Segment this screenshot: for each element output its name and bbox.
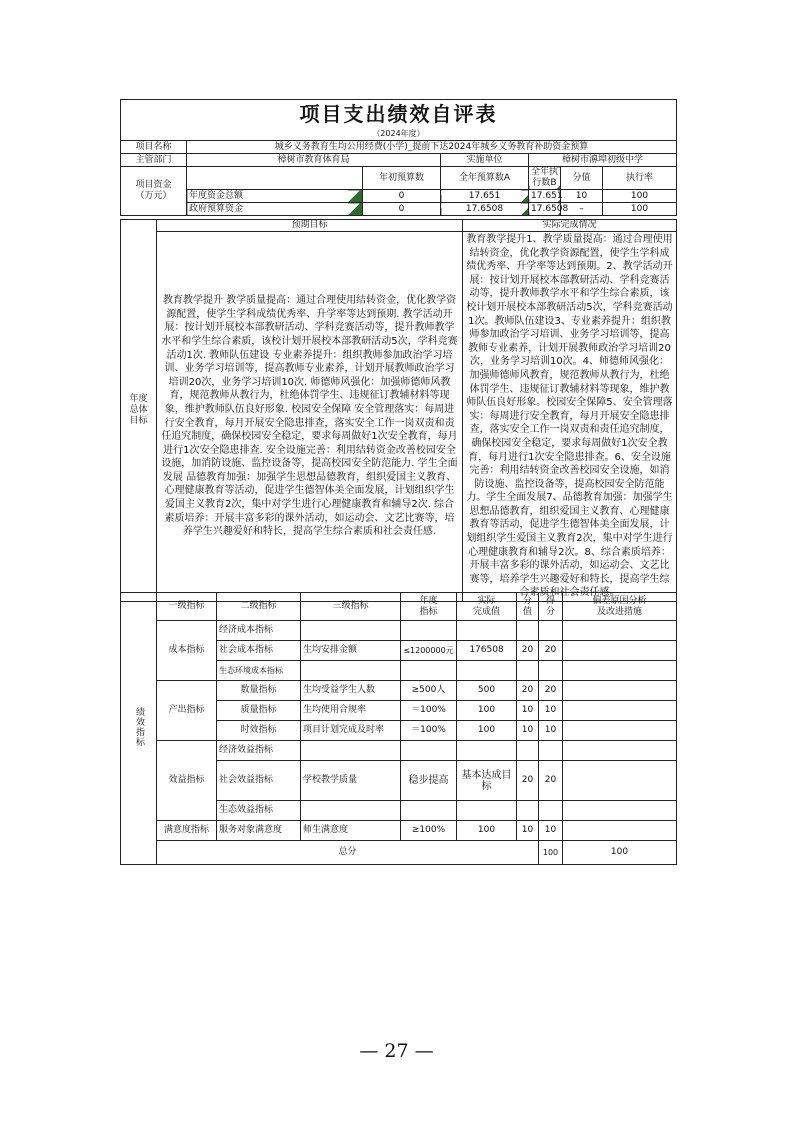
score-cost-social: 20 xyxy=(539,641,563,661)
funds-row-total xyxy=(121,190,677,203)
actual-cost-social: 176508 xyxy=(457,641,517,661)
goals-actual-text: 教育教学提升1、教学质量提高：通过合理使用结转资金，优化教学资源配置，使学生学科成绩优秀率、升学率等达到预期。2、教学活动开展：按计划开展校本部教研活动、学科竞赛活动等，提升教师教学水平和学生综合素质，该校计划开展校本部教研活动5次，学科竞赛活动1次。教师队伍建设3、专业素养提升：组织教师参加政治学习培训、业务学习培训等，提高教师专业素养，计划开展教师政治学习培训20次，业务学习培训10次。4、师德师风强化：加强师德师风教育，规范教师从教行为，杜绝体罚学生、违规征订教辅材料等现象，维护教师队伍良好形象。校园安全保障5、安全管理落实：每周进行安全教育，每月开展安全隐患排查，落实安全工作一岗双责和责任追究制度，确保校园安全稳定，要求每周做好1次安全教育，每月进行1次安全隐患排查。6、安全设施完善：利用结转资金改善校园安全设施，如消防设施、监控设备等，提高校园安全防范能力。学生全面发展7、品德教育加强：加强学生思想品德教育，组织爱国主义教育、心理健康教育等活动，促进学生德智体美全面发展，计划组织学生爱国主义教育2次，集中对学生进行心理健康教育和辅导2次。8、综合素质培养：开展丰富多彩的课外活动，如运动会、文艺比赛等，培养学生兴趣爱好和特长，提高学生综合素质和社会责任感。 xyxy=(463,232,677,602)
level3-out-time: 项目计划完成及时率 xyxy=(301,721,401,741)
blank-cell xyxy=(517,621,539,641)
funds-initial: 0 xyxy=(363,203,441,216)
blank-cell xyxy=(401,621,457,641)
level2-cost-econ: 经济成本指标 xyxy=(217,621,301,641)
unit-value: 樟树市濞埠初级中学 xyxy=(529,154,677,167)
header-points: 分 值 xyxy=(517,593,539,621)
points-sat: 10 xyxy=(517,821,539,841)
funds-budget: 17.6508 xyxy=(441,203,529,216)
funds-header-row xyxy=(121,167,677,190)
goals-table xyxy=(120,219,677,602)
level3-out-qual: 生均使用合规率 xyxy=(301,701,401,721)
level1-output: 产出指标 xyxy=(157,681,217,741)
indicators-header-row xyxy=(121,593,677,621)
level2-ben-eco: 生态效益指标 xyxy=(217,801,301,821)
project-name-label: 项目名称 xyxy=(121,141,187,154)
goals-col-plan: 预期目标 xyxy=(157,220,463,232)
blank-cell xyxy=(563,621,677,641)
indicator-row xyxy=(121,681,677,701)
header-deviation: 偏差原因分析 及改进措施 xyxy=(563,593,677,621)
level3-sat: 师生满意度 xyxy=(301,821,401,841)
actual-out-qual: 100 xyxy=(457,701,517,721)
blank-cell xyxy=(457,801,517,821)
level3-cost-social: 生均安排金额 xyxy=(301,641,401,661)
indicator-row xyxy=(121,621,677,641)
header-level3: 三级指标 xyxy=(301,593,401,621)
points-out-qty: 20 xyxy=(517,681,539,701)
target-cost-social: ≤1200000元 xyxy=(401,641,457,661)
blank-cell xyxy=(563,661,677,681)
funds-header-rate: 执行率 xyxy=(603,167,677,190)
score-out-time: 10 xyxy=(539,721,563,741)
target-out-qty: ≥500人 xyxy=(401,681,457,701)
report-year: （2024年度） xyxy=(120,127,677,140)
project-name-row xyxy=(121,141,677,154)
goals-body-row xyxy=(121,232,677,602)
funds-header-points: 分值 xyxy=(561,167,603,190)
funds-header-executed: 全年执行数B xyxy=(529,167,561,190)
funds-header-blank xyxy=(187,167,363,190)
blank-cell xyxy=(539,741,563,761)
target-ben-social: 稳步提高 xyxy=(401,761,457,801)
blank-cell xyxy=(457,661,517,681)
score-ben-social: 20 xyxy=(539,761,563,801)
score-sat: 10 xyxy=(539,821,563,841)
blank-cell xyxy=(301,801,401,821)
blank-cell xyxy=(517,661,539,681)
points-out-time: 10 xyxy=(517,721,539,741)
level2-ben-econ: 经济效益指标 xyxy=(217,741,301,761)
points-out-qual: 10 xyxy=(517,701,539,721)
points-cost-social: 20 xyxy=(517,641,539,661)
blank-cell xyxy=(401,741,457,761)
total-points: 100 xyxy=(539,841,563,865)
header-score: 得 分 xyxy=(539,593,563,621)
goals-plan-text: 教育教学提升 教学质量提高：通过合理使用结转资金，优化教学资源配置，使学生学科成绩优秀率、升学率等达到预期. 教学活动开展：按计划开展校本部教研活动、学科竞赛活动等，提升教师教学水平和学生综合素质，该校计划开展校本部教研活动5次，学科竞赛活动1次. 教师队伍建设 专业素养提升：组织教师参加政治学习培训、业务学习培训等，提高教师专业素养，计划开展教师政治学习培训20次，业务学习培训10次. 师德师风强化：加强师德师风教育，规范教师从教行为，杜绝体罚学生、违规征订教辅材料等现象，维护教师队伍良好形象. 校园安全保障 安全管理落实：每周进行安全教育，每月开展安全隐患排查，落实安全工作一岗双责和责任追究制度，确保校园安全稳定，要求每周做好1次安全教育，每月进行1次安全隐患排查. 安全设施完善：利用结转资金改善校园安全设施，加消防设施、监控设备等，提高校园安全防范能力. 学生全面发展 品德教育加强：加强学生思想品德教育，组织爱国主义教育、心理健康教育等活动，促进学生德智体美全面发展，计划组织学生爱国主义教育2次，集中对学生进行心理健康教育和辅导2次. 综合素质培养：开展丰富多彩的课外活动，如运动会、文艺比赛等，培养学生兴趣爱好和特长，提高学生综合素质和社会责任感. xyxy=(157,232,463,602)
blank-cell xyxy=(301,621,401,641)
level3-out-qty: 生均受益学生人数 xyxy=(301,681,401,701)
blank-cell xyxy=(517,801,539,821)
blank-cell xyxy=(457,621,517,641)
blank-cell xyxy=(563,681,677,701)
level2-out-qual: 质量指标 xyxy=(217,701,301,721)
unit-label: 实施单位 xyxy=(441,154,529,167)
funds-rate: 100 xyxy=(603,203,677,216)
total-score: 100 xyxy=(563,841,677,865)
blank-cell xyxy=(563,741,677,761)
blank-cell xyxy=(563,821,677,841)
indicators-table xyxy=(120,592,677,865)
page-title: 项目支出绩效自评表 xyxy=(120,99,677,128)
blank-cell xyxy=(401,661,457,681)
target-out-qual: ＝100% xyxy=(401,701,457,721)
level2-cost-eco: 生态环境成本指标 xyxy=(217,661,301,681)
funds-header-budget: 全年预算数A xyxy=(441,167,529,190)
funds-initial: 0 xyxy=(363,190,441,203)
funds-label: 项目资金 （万元） xyxy=(121,167,187,216)
funds-points: – xyxy=(561,203,603,216)
blank-cell xyxy=(539,801,563,821)
target-sat: ≥100% xyxy=(401,821,457,841)
total-row xyxy=(121,841,677,865)
blank-cell xyxy=(517,741,539,761)
blank-cell xyxy=(563,761,677,801)
blank-cell xyxy=(301,741,401,761)
level1-benefit: 效益指标 xyxy=(157,741,217,821)
points-ben-social: 20 xyxy=(517,761,539,801)
blank-cell xyxy=(301,661,401,681)
level2-out-qty: 数量指标 xyxy=(217,681,301,701)
indicators-side-label xyxy=(121,593,157,865)
level3-ben-social: 学校教学质量 xyxy=(301,761,401,801)
blank-cell xyxy=(563,801,677,821)
funds-budget: 17.651 xyxy=(441,190,529,203)
blank-cell xyxy=(539,661,563,681)
actual-out-time: 100 xyxy=(457,721,517,741)
goals-col-actual: 实际完成情况 xyxy=(463,220,677,232)
funds-rate: 100 xyxy=(603,190,677,203)
page-number: — 27 — xyxy=(359,1040,434,1062)
level2-cost-social: 社会成本指标 xyxy=(217,641,301,661)
level1-sat: 满意度指标 xyxy=(157,821,217,841)
actual-ben-social: 基本达成目标 xyxy=(457,761,517,801)
score-out-qual: 10 xyxy=(539,701,563,721)
funds-executed: 17.651 xyxy=(529,190,561,203)
blank-cell xyxy=(563,721,677,741)
actual-out-qty: 500 xyxy=(457,681,517,701)
funds-row-name: 政府预算资金 xyxy=(187,203,363,216)
header-target: 年度 指标 xyxy=(401,593,457,621)
blank-cell xyxy=(401,801,457,821)
indicator-row xyxy=(121,821,677,841)
indicator-row xyxy=(121,741,677,761)
funds-points: 10 xyxy=(561,190,603,203)
level2-out-time: 时效指标 xyxy=(217,721,301,741)
blank-cell xyxy=(457,741,517,761)
target-out-time: ＝100% xyxy=(401,721,457,741)
header-actual: 实际 完成值 xyxy=(457,593,517,621)
funds-row-name: 年度资金总额 xyxy=(187,190,363,203)
level2-sat: 服务对象满意度 xyxy=(217,821,301,841)
dept-value: 樟树市教育体育局 xyxy=(187,154,441,167)
indicators-side-text: 绩效指标 xyxy=(134,706,144,747)
goals-header-row xyxy=(121,220,677,232)
dept-row xyxy=(121,154,677,167)
funds-executed: 17.6508 xyxy=(529,203,561,216)
blank-cell xyxy=(563,701,677,721)
score-out-qty: 20 xyxy=(539,681,563,701)
dept-label: 主管部门 xyxy=(121,154,187,167)
funds-row-gov xyxy=(121,203,677,216)
project-info-table xyxy=(120,140,677,216)
goals-side-label: 年度 总体 目标 xyxy=(121,220,157,602)
blank-cell xyxy=(539,621,563,641)
project-name: 城乡义务教育生均公用经费(小学)_提前下达2024年城乡义务教育补助资金预算 xyxy=(187,141,677,154)
blank-cell xyxy=(563,641,677,661)
header-level1: 一级指标 xyxy=(157,593,217,621)
total-label: 总分 xyxy=(157,841,539,865)
level1-cost: 成本指标 xyxy=(157,621,217,681)
funds-header-initial: 年初预算数 xyxy=(363,167,441,190)
level2-ben-social: 社会效益指标 xyxy=(217,761,301,801)
actual-sat: 100 xyxy=(457,821,517,841)
header-level2: 二级指标 xyxy=(217,593,301,621)
